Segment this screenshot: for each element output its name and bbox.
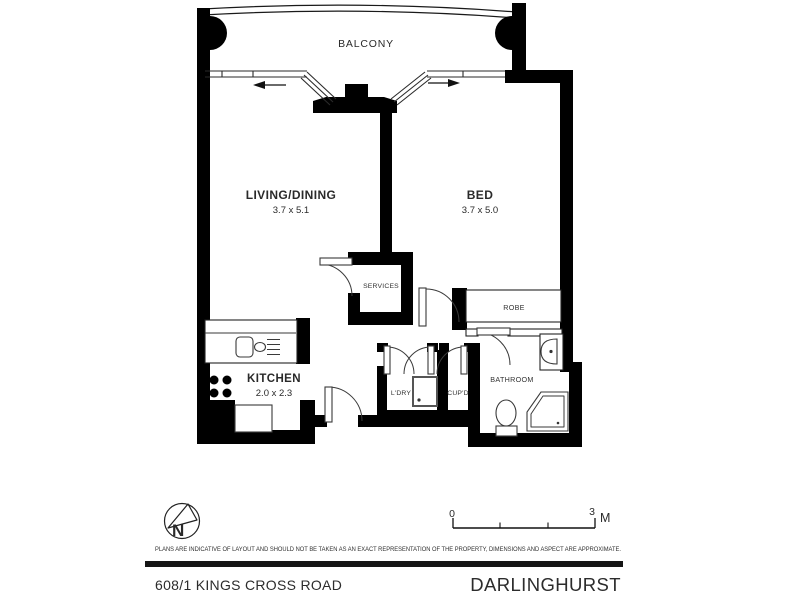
bathroom-door [477,328,510,365]
fridge-space [235,405,272,432]
living-bed-divider-wall [380,110,392,255]
living-room-dims: 3.7 x 5.1 [272,205,310,216]
cooktop [210,376,232,398]
left-wall [197,8,210,444]
scale-end-label: 3 [589,506,595,518]
slide-left-arrow-icon [253,81,286,89]
laundry-label: L'DRY [390,390,412,397]
scale-start-label: 0 [449,508,455,520]
scale-unit-label: M [600,511,611,525]
footer-divider [145,561,623,567]
robe-left-stub [452,288,467,330]
corner-bath [527,392,568,431]
bed-room-label: BED [466,188,494,202]
bed-room-dims: 3.7 x 5.0 [461,205,499,216]
center-pier-bump [345,84,368,98]
left-column [210,16,227,50]
washing-machine [413,377,437,406]
living-room-label: LIVING/DINING [245,188,337,202]
laundry-double-doors [384,346,434,374]
services-door [320,258,352,296]
bathroom-bottom-wall [468,433,582,447]
kitchen-dims: 2.0 x 2.3 [255,388,293,399]
robe-label: ROBE [503,303,525,312]
north-compass-icon [165,504,200,541]
footer-suburb: DARLINGHURST [470,574,621,595]
kitchen-label: KITCHEN [247,373,301,385]
balcony-rail [203,5,516,18]
robe-bottom-wall-left [466,329,478,336]
bathroom-left-wall [468,343,480,438]
hall-bottom-wall [377,410,480,427]
right-column [495,16,512,50]
scale-bar [449,506,610,528]
cupboard-label: CUP'D [447,390,469,397]
bathroom-label: BATHROOM [490,375,534,384]
closet-divider-wall [437,350,448,412]
footer-address: 608/1 KINGS CROSS ROAD [155,577,343,593]
slide-right-arrow-icon [428,79,460,87]
kitchen-right-stub [300,400,315,443]
disclaimer-text: PLANS ARE INDICATIVE OF LAYOUT AND SHOULD NOT BE TAKEN AS AN EXACT REPRESENTATION OF THE PROPERTY, DIMENSIONS AND ASPECT ARE APPROXIMATE. [155,546,622,553]
entry-door [325,387,362,422]
right-wall [560,80,573,372]
balcony-label: BALCONY [338,38,394,50]
toilet [496,400,517,436]
services-label: SERVICES [363,283,399,290]
compass-north-label: N [172,521,185,540]
services-bottom-wall [348,312,413,325]
kitchen-corner-block [197,400,235,444]
bench-end-cap [296,318,310,364]
